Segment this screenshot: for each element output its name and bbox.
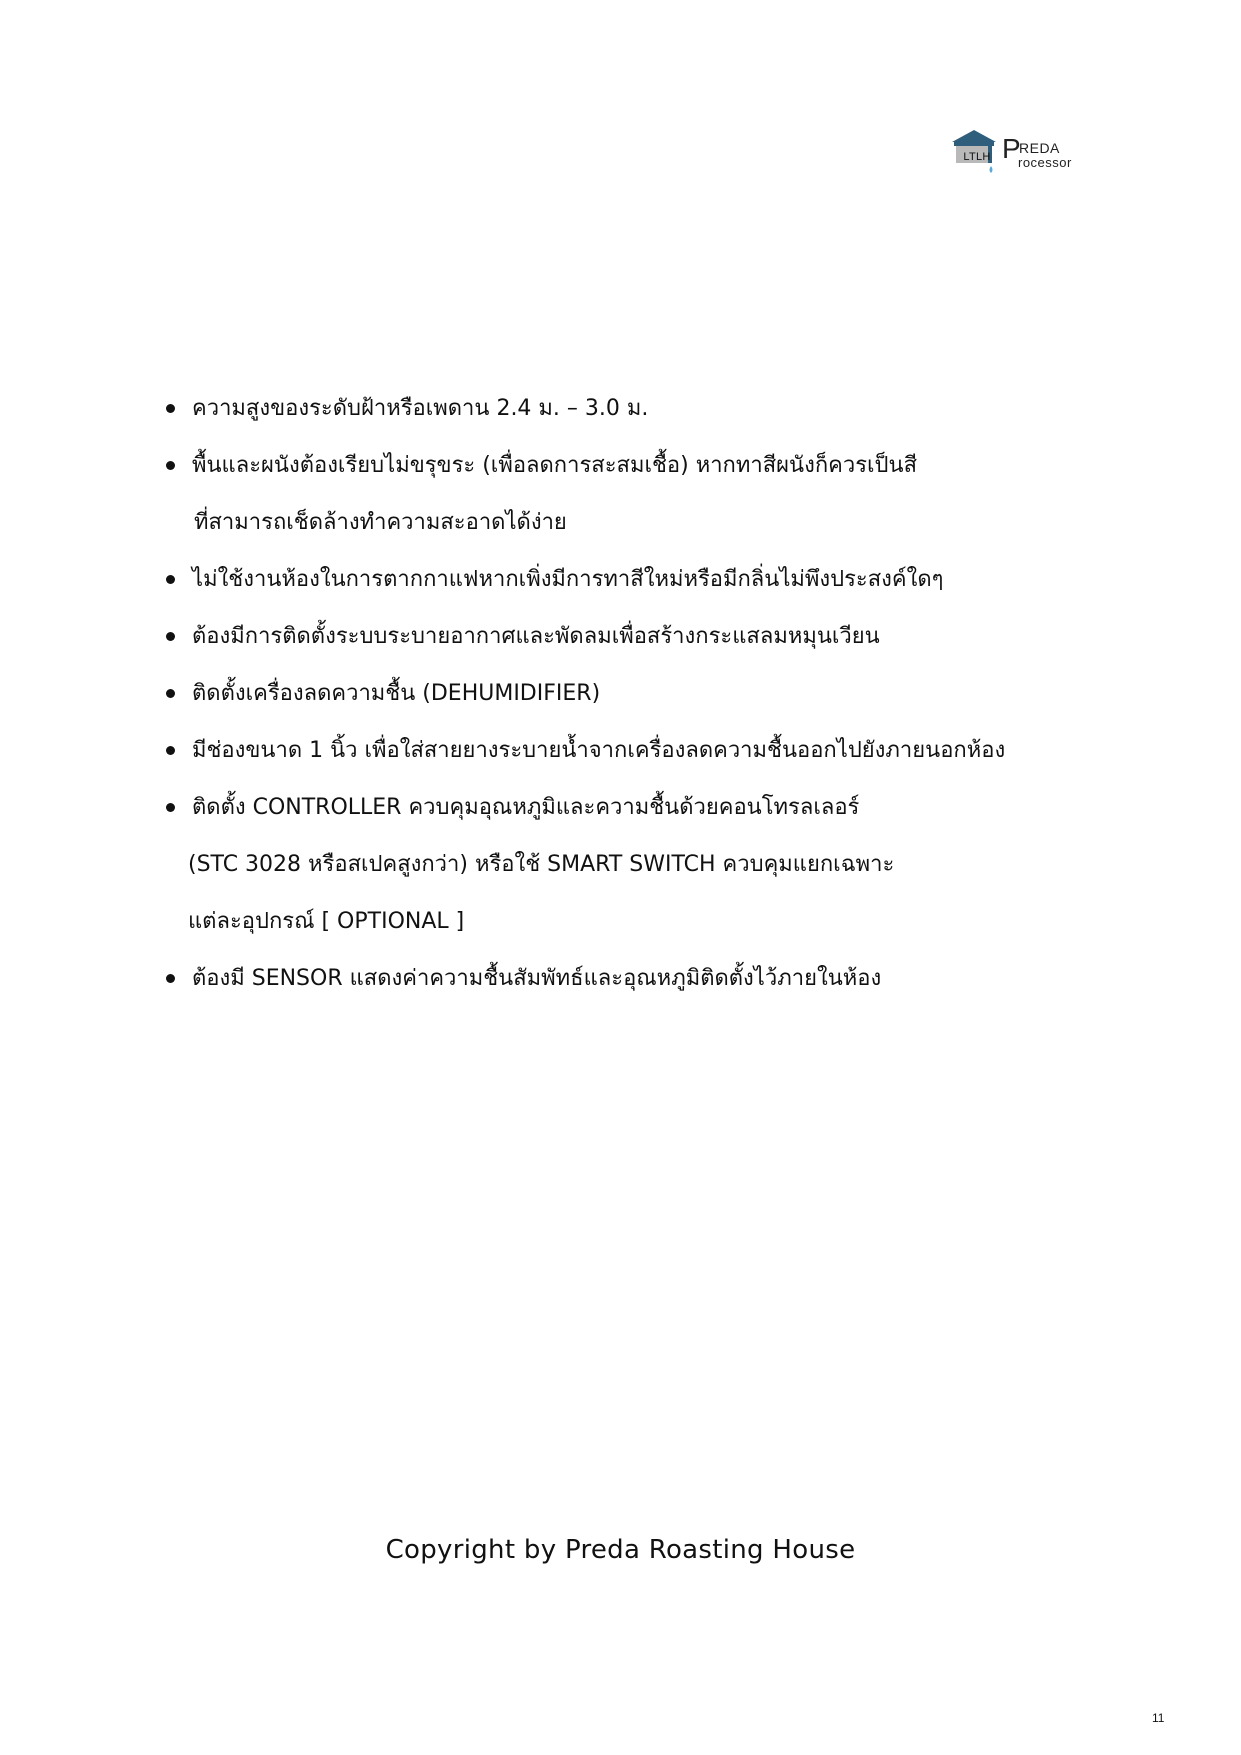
list-item-text: พื้นและผนังต้องเรียบไม่ขรุขระ (เพื่อลดการสะสมเชื้อ) หากทาสีผนังก็ควรเป็นสี — [192, 453, 917, 478]
bullet-dot — [166, 974, 175, 983]
list-item — [162, 950, 1102, 1007]
bullet-dot — [166, 803, 175, 812]
bullet-dot — [166, 632, 175, 641]
page-number: 11 — [1152, 1711, 1165, 1725]
logo-word-bottom: rocessor — [1018, 155, 1072, 170]
copyright-footer: Copyright by Preda Roasting House — [385, 1535, 856, 1565]
bullet-dot — [166, 689, 175, 698]
bullet-dot — [166, 575, 175, 584]
bullet-dot — [166, 461, 175, 470]
list-item — [162, 608, 1102, 665]
list-item-text: ติดตั้งเครื่องลดความชื้น (DEHUMIDIFIER) — [192, 681, 601, 706]
list-item — [162, 380, 1102, 437]
list-item-text: ต้องมี SENSOR แสดงค่าความชื้นสัมพัทธ์และอุณหภูมิติดตั้งไว้ภายในห้อง — [192, 966, 882, 991]
list-item-continuation: แต่ละอุปกรณ์ [ OPTIONAL ] — [188, 909, 465, 934]
list-item-continuation: ที่สามารถเช็ดล้างทำความสะอาดได้ง่าย — [194, 510, 567, 535]
list-item — [162, 722, 1102, 779]
list-item — [162, 665, 1102, 722]
bullet-dot — [166, 404, 175, 413]
list-item — [162, 779, 1102, 950]
list-item-text: ไม่ใช้งานห้องในการตากกาแฟหากเพิ่งมีการทาสีใหม่หรือมีกลิ่นไม่พึงประสงค์ใดๆ — [192, 567, 944, 592]
logo-initial: P — [1002, 133, 1021, 164]
list-item-text: ต้องมีการติดตั้งระบบระบายอากาศและพัดลมเพื่อสร้างกระแสลมหมุนเวียน — [192, 624, 880, 649]
list-item — [162, 551, 1102, 608]
list-item-text: ติดตั้ง CONTROLLER ควบคุมอุณหภูมิและความชื้นด้วยคอนโทรลเลอร์ — [192, 795, 860, 820]
requirements-list — [162, 380, 1102, 1007]
list-item-text: มีช่องขนาด 1 นิ้ว เพื่อใส่สายยางระบายน้ำจากเครื่องลดความชื้นออกไปยังภายนอกห้อง — [192, 738, 1006, 763]
preda-processor-logo — [950, 128, 1080, 176]
list-item — [162, 437, 1102, 551]
bullet-dot — [166, 746, 175, 755]
logo-word-top: REDA — [1019, 140, 1060, 156]
logo-badge-text: LTLH — [963, 151, 991, 163]
list-item-text: ความสูงของระดับฝ้าหรือเพดาน 2.4 ม. – 3.0 ม. — [192, 396, 649, 421]
list-item-continuation: (STC 3028 หรือสเปคสูงกว่า) หรือใช้ SMART SWITCH ควบคุมแยกเฉพาะ — [188, 852, 895, 877]
